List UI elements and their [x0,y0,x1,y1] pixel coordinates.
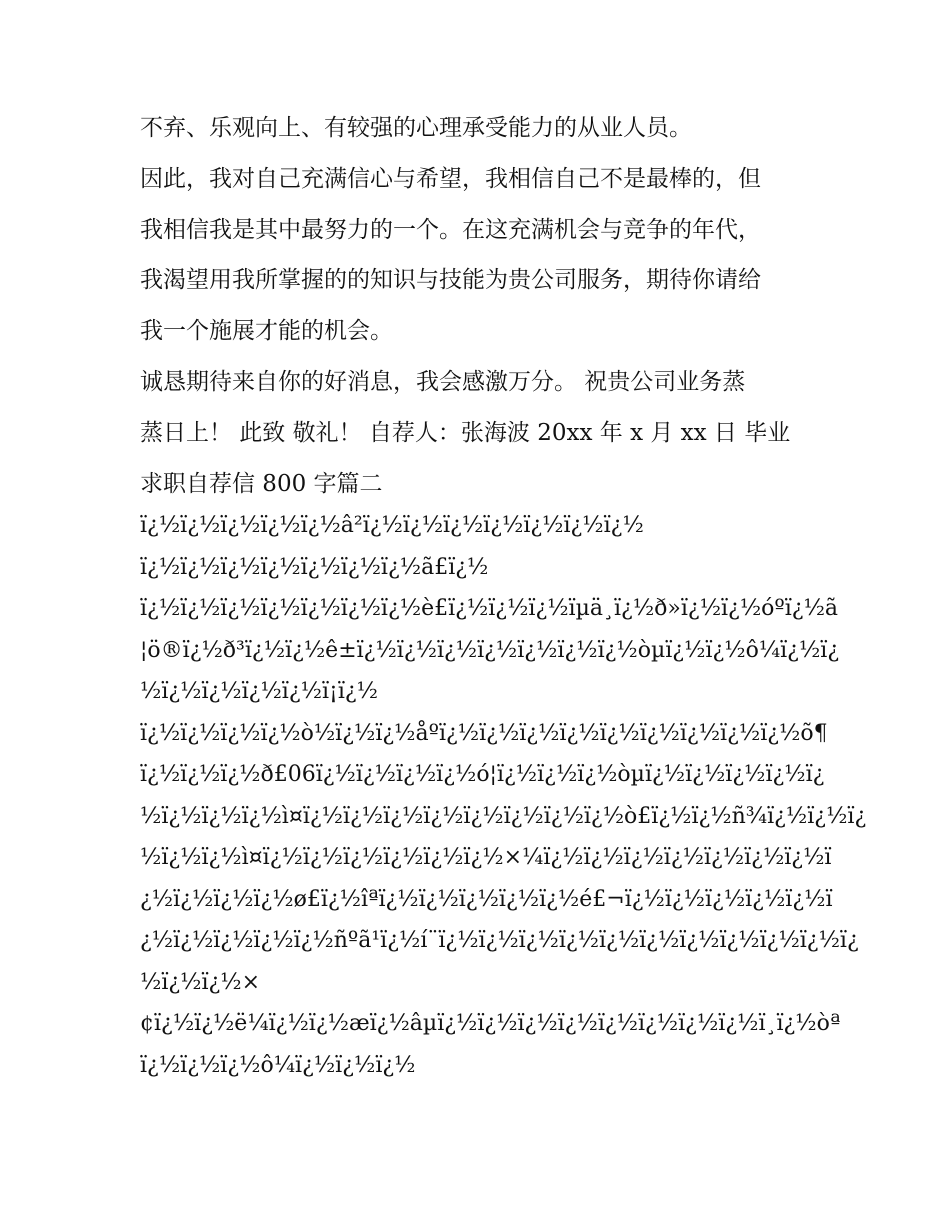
garbled-text [140,505,867,1086]
garbled-line: ½ï¿½ï¿½ï¿½ì¤ï¿½ï¿½ï¿½ï¿½ï¿½ï¿½ï¿½ï¿½ò£ï¿½ï¿½ñ¾ï¿½ï¿½ï¿ [140,803,867,829]
garbled-line: ï¿½ï¿½ï¿½ï¿½ò½ï¿½ï¿½åºï¿½ï¿½ï¿½ï¿½ï¿½ï¿½ï¿½ï¿½ï¿½õ¶ [140,720,828,746]
garbled-line: ï¿½ï¿½ï¿½ô¼ï¿½ï¿½ï¿½ [140,1052,416,1078]
garbled-line: ¦ö®ï¿½ð³ï¿½ï¿½ê±ï¿½ï¿½ï¿½ï¿½ï¿½ï¿½ï¿½òµï¿½ï¿½ô¼ï¿½ï¿ [140,637,840,663]
section-heading: 求职自荐信 800 字篇二 [140,470,383,497]
garbled-line: ½ï¿½ï¿½ì¤ï¿½ï¿½ï¿½ï¿½ï¿½ï¿½×¼ï¿½ï¿½ï¿½ï¿½ï¿½ï¿½ï¿½ï [140,845,832,870]
garbled-line: ½ï¿½ï¿½ï¿½ï¿½ï¡ï¿½ [140,679,378,704]
garbled-line: ¿½ï¿½ï¿½ï¿½ï¿½ñºã¹ï¿½í¨ï¿½ï¿½ï¿½ï¿½ï¿½ï¿½ï¿½ï¿½ï¿½ï¿½ï¿ [140,928,859,953]
garbled-line: ¿½ï¿½ï¿½ï¿½ø£ï¿½îªï¿½ï¿½ï¿½ï¿½ï¿½é£¬ï¿½ï¿½ï¿½ï¿½ï¿½ï [140,886,833,912]
garbled-line: ï¿½ï¿½ï¿½ï¿½ï¿½â²ï¿½ï¿½ï¿½ï¿½ï¿½ï¿½ï¿½ [140,513,644,538]
garbled-line: ½ï¿½ï¿½× [140,969,261,995]
text-line: 不弃、乐观向上、有较强的心理承受能力的从业人员。 [140,115,692,141]
cover-letter-text [140,103,830,509]
text-line: 因此，我对自己充满信心与希望，我相信自己不是最棒的，但 [140,165,761,192]
text-line: 我相信我是其中最努力的一个。在这充满机会与竞争的年代， [140,216,761,243]
garbled-line: ï¿½ï¿½ï¿½ð£06ï¿½ï¿½ï¿½ï¿½ó¦ï¿½ï¿½ï¿½òµï¿½ï¿½ï¿½ï¿½ï¿ [140,762,825,787]
garbled-line: ï¿½ï¿½ï¿½ï¿½ï¿½ï¿½ï¿½ã£ï¿½ [140,554,489,580]
garbled-line: ¢ï¿½ï¿½ë¼ï¿½ï¿½æï¿½âµï¿½ï¿½ï¿½ï¿½ï¿½ï¿½ï¿½ï¿½ï¸ï¿½òª [140,1011,841,1036]
text-line: 诚恳期待来自你的好消息，我会感激万分。 祝贵公司业务蒸 [140,368,746,395]
text-line: 我一个施展才能的机会。 [140,318,393,345]
text-line: 蒸日上！ 此致 敬礼！ 自荐人：张海波 20xx 年 x 月 xx 日 毕业 [140,419,791,446]
text-line: 我渴望用我所掌握的的知识与技能为贵公司服务，期待你请给 [140,267,761,294]
garbled-line: ï¿½ï¿½ï¿½ï¿½ï¿½ï¿½ï¿½è£ï¿½ï¿½ï¿½ïµä¸ï¿½ð»ï¿½ï¿½óºï¿½ã [140,596,839,621]
